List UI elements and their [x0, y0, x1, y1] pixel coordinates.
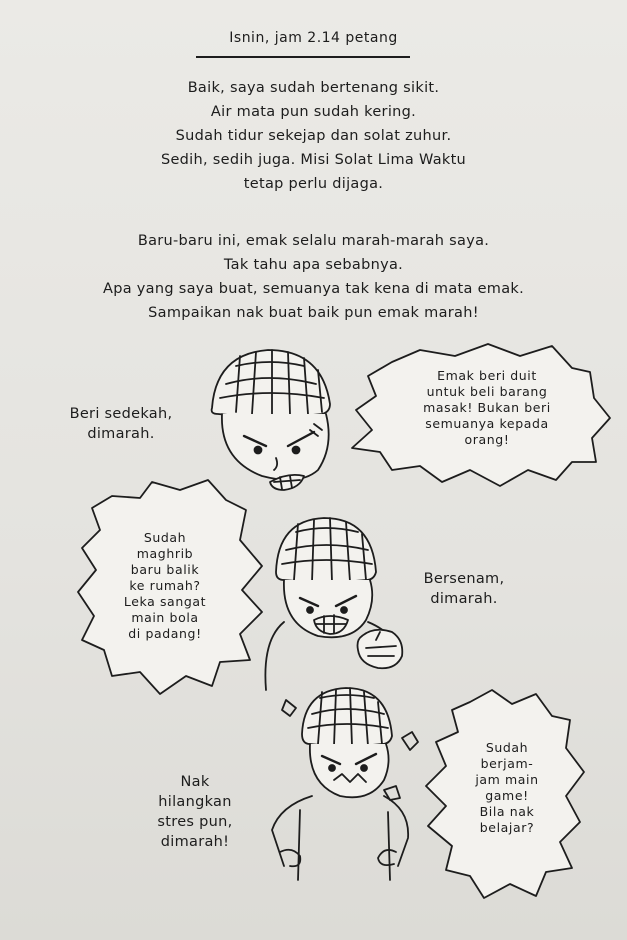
bubble-line: masak! Bukan beri [423, 400, 551, 415]
bubble-line: semuanya kepada [425, 416, 549, 431]
caption-bersenam [404, 569, 524, 609]
caption-line: dimarah. [430, 591, 498, 607]
text-line: Air mata pun sudah kering. [210, 104, 417, 120]
text-line: Baru-baru ini, emak selalu marah-marah saya. [137, 233, 490, 249]
bubble-line: Emak beri duit [437, 368, 537, 383]
page-title: Isnin, jam 2.14 petang [229, 30, 398, 46]
bubble-line: Leka sangat [123, 594, 207, 609]
bubble-line: Sudah [143, 530, 187, 545]
bubble-line: untuk beli barang [426, 384, 548, 399]
bubble-line: ke rumah? [129, 578, 201, 593]
bubble-line: berjam- [480, 756, 534, 771]
text-line: Baik, saya sudah bertenang sikit. [187, 80, 440, 96]
caption-line: dimarah! [160, 834, 230, 850]
caption-line: Beri sedekah, [69, 406, 173, 422]
caption-line: Nak [180, 774, 210, 790]
bubble-text-3 [452, 740, 562, 836]
text-line: tetap perlu dijaga. [243, 176, 384, 192]
bubble-line: di padang! [128, 626, 202, 641]
character-2 [265, 518, 402, 690]
caption-line: dimarah. [87, 426, 155, 442]
caption-line: hilangkan [158, 794, 232, 810]
bubble-line: orang! [464, 432, 510, 447]
bubble-line: baru balik [130, 562, 200, 577]
bubble-line: belajar? [479, 820, 535, 835]
bubble-line: main bola [131, 610, 199, 625]
bubble-line: game! [485, 788, 529, 803]
bubble-text-2 [100, 530, 230, 642]
text-line: Sedih, sedih juga. Misi Solat Lima Waktu [160, 152, 467, 168]
text-line: Sudah tidur sekejap dan solat zuhur. [175, 128, 452, 144]
caption-sedekah [56, 404, 186, 444]
caption-line: Bersenam, [423, 571, 505, 587]
bubble-line: jam main [475, 772, 539, 787]
character-1 [212, 350, 330, 490]
bubble-line: Sudah [485, 740, 529, 755]
character-3 [272, 688, 418, 880]
text-line: Sampaikan nak buat baik pun emak marah! [148, 305, 479, 321]
caption-line: stres pun, [157, 814, 233, 830]
text-line: Tak tahu apa sebabnya. [223, 257, 404, 273]
text-line: Apa yang saya buat, semuanya tak kena di mata emak. [102, 281, 525, 297]
bubble-text-1 [392, 368, 582, 448]
caption-stres [140, 772, 250, 852]
bubble-line: maghrib [136, 546, 194, 561]
bubble-line: Bila nak [479, 804, 535, 819]
